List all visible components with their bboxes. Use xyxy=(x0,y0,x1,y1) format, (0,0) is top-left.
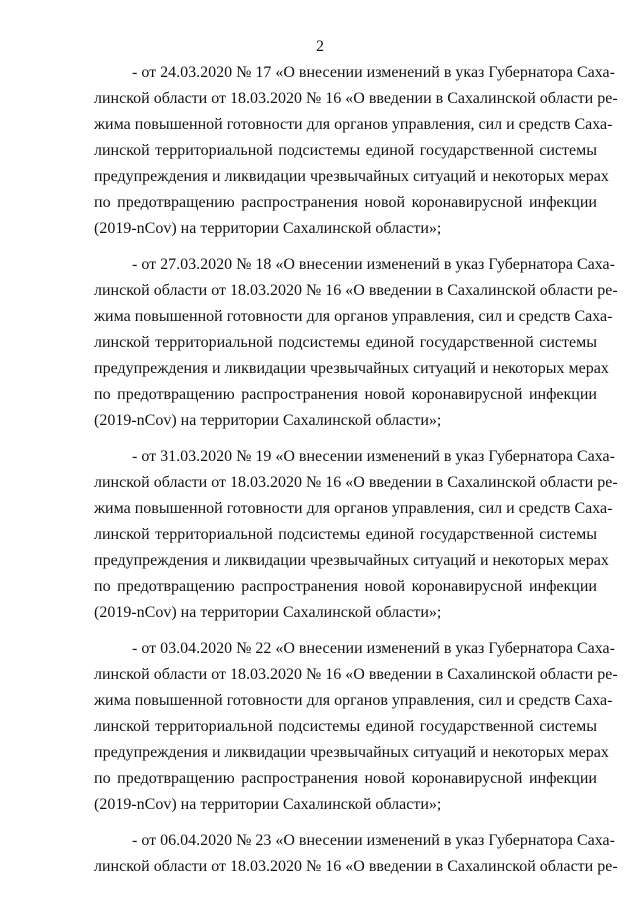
text-line: линской области от 18.03.2020 № 16 «О введении в Сахалинской области ре- xyxy=(94,474,618,491)
text-line: линской области от 18.03.2020 № 16 «О введении в Сахалинской области ре- xyxy=(94,282,618,299)
text-line: жима повышенной готовности для органов управления, сил и средств Саха- xyxy=(94,500,613,517)
page-number: 2 xyxy=(316,38,324,55)
list-item-decree-23 xyxy=(94,828,618,880)
document-body xyxy=(94,60,618,890)
text-line: предупреждения и ликвидации чрезвычайных ситуаций и некоторых мерах xyxy=(94,168,609,185)
text-line: предупреждения и ликвидации чрезвычайных ситуаций и некоторых мерах xyxy=(94,744,609,761)
list-item-decree-22 xyxy=(94,636,618,818)
text-line: по предотвращению распространения новой коронавирусной инфекции xyxy=(94,194,597,211)
list-item-decree-19 xyxy=(94,444,618,626)
text-line: линской территориальной подсистемы единой государственной системы xyxy=(94,142,597,159)
text-line: предупреждения и ликвидации чрезвычайных ситуаций и некоторых мерах xyxy=(94,552,609,569)
list-item-decree-18 xyxy=(94,252,618,434)
text-line: - от 27.03.2020 № 18 «О внесении изменений в указ Губернатора Саха- xyxy=(132,256,615,273)
text-line: - от 03.04.2020 № 22 «О внесении изменений в указ Губернатора Саха- xyxy=(132,640,615,657)
text-line: предупреждения и ликвидации чрезвычайных ситуаций и некоторых мерах xyxy=(94,360,609,377)
text-line: линской области от 18.03.2020 № 16 «О введении в Сахалинской области ре- xyxy=(94,666,618,683)
text-line: линской территориальной подсистемы единой государственной системы xyxy=(94,526,597,543)
text-line: по предотвращению распространения новой коронавирусной инфекции xyxy=(94,578,597,595)
text-line: жима повышенной готовности для органов управления, сил и средств Саха- xyxy=(94,692,613,709)
text-line: линской области от 18.03.2020 № 16 «О введении в Сахалинской области ре- xyxy=(94,858,618,875)
text-line: линской области от 18.03.2020 № 16 «О введении в Сахалинской области ре- xyxy=(94,90,618,107)
text-line: по предотвращению распространения новой коронавирусной инфекции xyxy=(94,770,597,787)
list-item-decree-17 xyxy=(94,60,618,242)
text-line: - от 06.04.2020 № 23 «О внесении изменений в указ Губернатора Саха- xyxy=(132,832,615,849)
text-line: линской территориальной подсистемы единой государственной системы xyxy=(94,718,597,735)
text-line: - от 31.03.2020 № 19 «О внесении изменений в указ Губернатора Саха- xyxy=(132,448,615,465)
text-line: (2019-nCov) на территории Сахалинской области»; xyxy=(94,604,442,621)
text-line: (2019-nCov) на территории Сахалинской области»; xyxy=(94,412,442,429)
text-line: жима повышенной готовности для органов управления, сил и средств Саха- xyxy=(94,308,613,325)
text-line: линской территориальной подсистемы единой государственной системы xyxy=(94,334,597,351)
text-line: жима повышенной готовности для органов управления, сил и средств Саха- xyxy=(94,116,613,133)
text-line: (2019-nCov) на территории Сахалинской области»; xyxy=(94,796,442,813)
text-line: по предотвращению распространения новой коронавирусной инфекции xyxy=(94,386,597,403)
text-line: - от 24.03.2020 № 17 «О внесении изменений в указ Губернатора Саха- xyxy=(132,64,615,81)
text-line: (2019-nCov) на территории Сахалинской области»; xyxy=(94,220,442,237)
